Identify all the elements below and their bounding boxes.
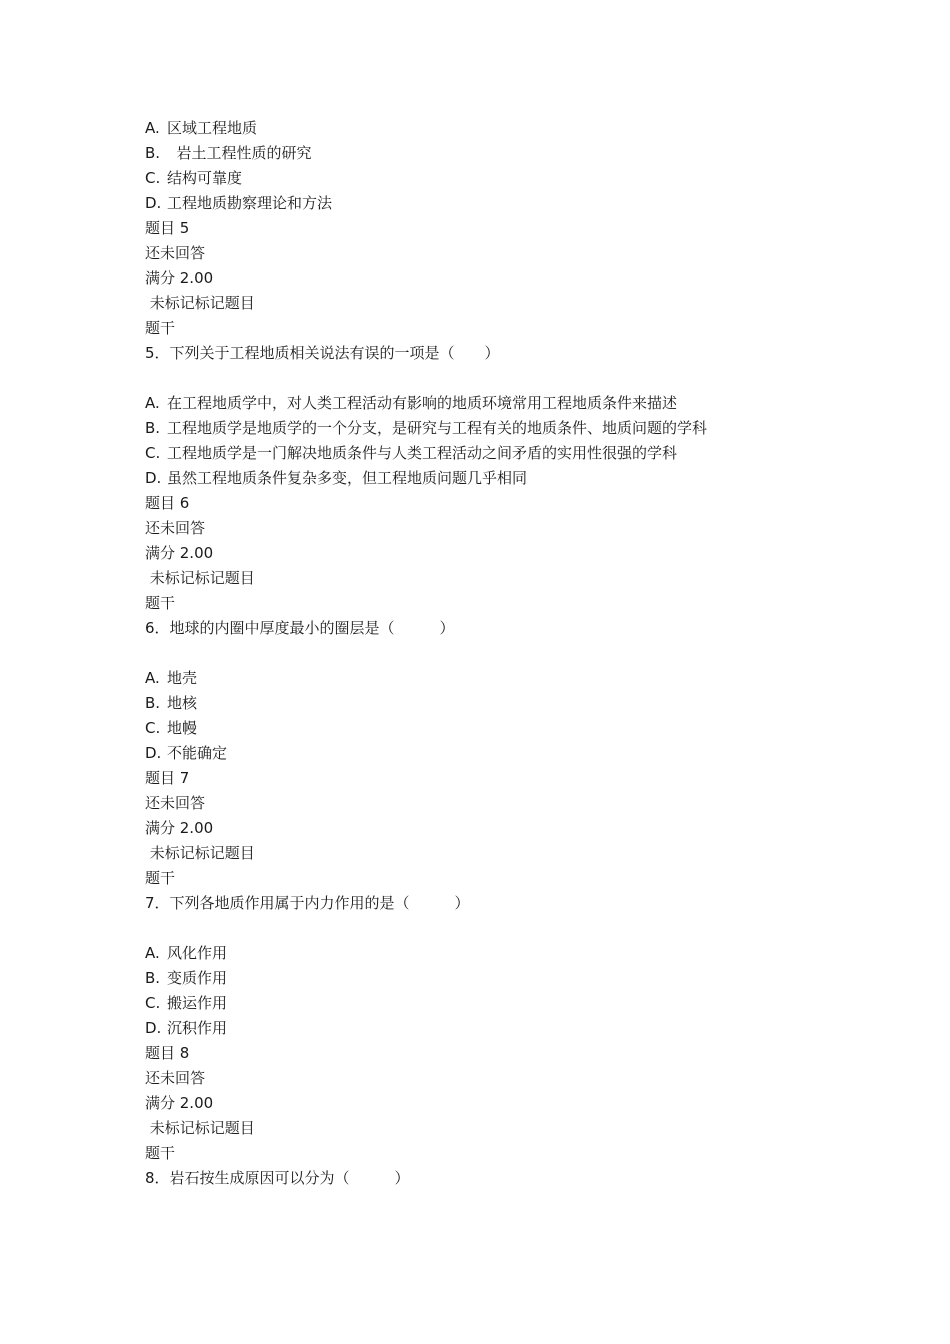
answer-option[interactable] xyxy=(145,666,905,691)
question-score: 满分 2.00 xyxy=(145,819,214,837)
question-number: 题目 6 xyxy=(145,494,190,512)
option-text: 岩土工程性质的研究 xyxy=(167,144,312,162)
question-text: 6．地球的内圈中厚度最小的圈层是（ ） xyxy=(145,619,455,637)
option-letter: C. xyxy=(145,444,161,462)
option-text: 地幔 xyxy=(167,719,198,737)
option-text: 地壳 xyxy=(167,669,198,687)
option-letter: C. xyxy=(145,169,161,187)
option-text: 工程地质学是一门解决地质条件与人类工程活动之间矛盾的实用性很强的学科 xyxy=(167,444,678,462)
option-text: 区域工程地质 xyxy=(167,119,258,137)
option-text: 沉积作用 xyxy=(167,1019,228,1037)
answer-option[interactable] xyxy=(145,1016,905,1041)
question-number: 题目 8 xyxy=(145,1044,190,1062)
answer-option[interactable] xyxy=(145,716,905,741)
option-letter: D. xyxy=(145,469,162,487)
option-letter: B. xyxy=(145,419,161,437)
option-letter: D. xyxy=(145,1019,162,1037)
option-text: 不能确定 xyxy=(167,744,228,762)
option-letter: A. xyxy=(145,119,160,137)
option-letter: A. xyxy=(145,394,160,412)
spacer xyxy=(145,641,905,666)
question-stem-label: 题干 xyxy=(145,869,176,887)
option-text: 虽然工程地质条件复杂多变，但工程地质问题几乎相同 xyxy=(167,469,528,487)
question-number: 题目 5 xyxy=(145,219,190,237)
answer-option[interactable] xyxy=(145,466,905,491)
option-letter: C. xyxy=(145,719,161,737)
spacer xyxy=(145,916,905,941)
answer-option[interactable] xyxy=(145,691,905,716)
answer-status: 还未回答 xyxy=(145,244,206,262)
flag-question-link[interactable]: 未标记标记题目 xyxy=(145,844,255,862)
flag-question-link[interactable]: 未标记标记题目 xyxy=(145,294,255,312)
option-text: 在工程地质学中，对人类工程活动有影响的地质环境常用工程地质条件来描述 xyxy=(167,394,678,412)
flag-question-link[interactable]: 未标记标记题目 xyxy=(145,1119,255,1137)
question-stem-label: 题干 xyxy=(145,594,176,612)
option-letter: D. xyxy=(145,744,162,762)
option-text: 结构可靠度 xyxy=(167,169,243,187)
answer-option[interactable] xyxy=(145,416,905,441)
question-stem-label: 题干 xyxy=(145,319,176,337)
question-text: 5．下列关于工程地质相关说法有误的一项是（ ） xyxy=(145,344,500,362)
option-text: 工程地质学是地质学的一个分支，是研究与工程有关的地质条件、地质问题的学科 xyxy=(167,419,708,437)
question-score: 满分 2.00 xyxy=(145,1094,214,1112)
answer-option[interactable] xyxy=(145,116,905,141)
answer-option[interactable] xyxy=(145,191,905,216)
option-letter: A. xyxy=(145,944,160,962)
answer-option[interactable] xyxy=(145,966,905,991)
option-letter: C. xyxy=(145,994,161,1012)
answer-status: 还未回答 xyxy=(145,794,206,812)
spacer xyxy=(145,366,905,391)
answer-status: 还未回答 xyxy=(145,519,206,537)
question-score: 满分 2.00 xyxy=(145,269,214,287)
answer-option[interactable] xyxy=(145,941,905,966)
option-text: 风化作用 xyxy=(167,944,228,962)
option-letter: A. xyxy=(145,669,160,687)
question-score: 满分 2.00 xyxy=(145,544,214,562)
answer-option[interactable] xyxy=(145,141,905,166)
option-text: 搬运作用 xyxy=(167,994,228,1012)
question-stem-label: 题干 xyxy=(145,1144,176,1162)
option-letter: B. xyxy=(145,694,161,712)
option-letter: B. xyxy=(145,144,161,162)
question-text: 7．下列各地质作用属于内力作用的是（ ） xyxy=(145,894,470,912)
answer-option[interactable] xyxy=(145,441,905,466)
answer-option[interactable] xyxy=(145,166,905,191)
option-text: 地核 xyxy=(167,694,198,712)
flag-question-link[interactable]: 未标记标记题目 xyxy=(145,569,255,587)
answer-status: 还未回答 xyxy=(145,1069,206,1087)
answer-option[interactable] xyxy=(145,391,905,416)
option-text: 工程地质勘察理论和方法 xyxy=(167,194,333,212)
answer-option[interactable] xyxy=(145,741,905,766)
option-text: 变质作用 xyxy=(167,969,228,987)
option-letter: D. xyxy=(145,194,162,212)
quiz-content xyxy=(145,116,905,1191)
option-letter: B. xyxy=(145,969,161,987)
answer-option[interactable] xyxy=(145,991,905,1016)
question-number: 题目 7 xyxy=(145,769,190,787)
question-text: 8．岩石按生成原因可以分为（ ） xyxy=(145,1169,410,1187)
